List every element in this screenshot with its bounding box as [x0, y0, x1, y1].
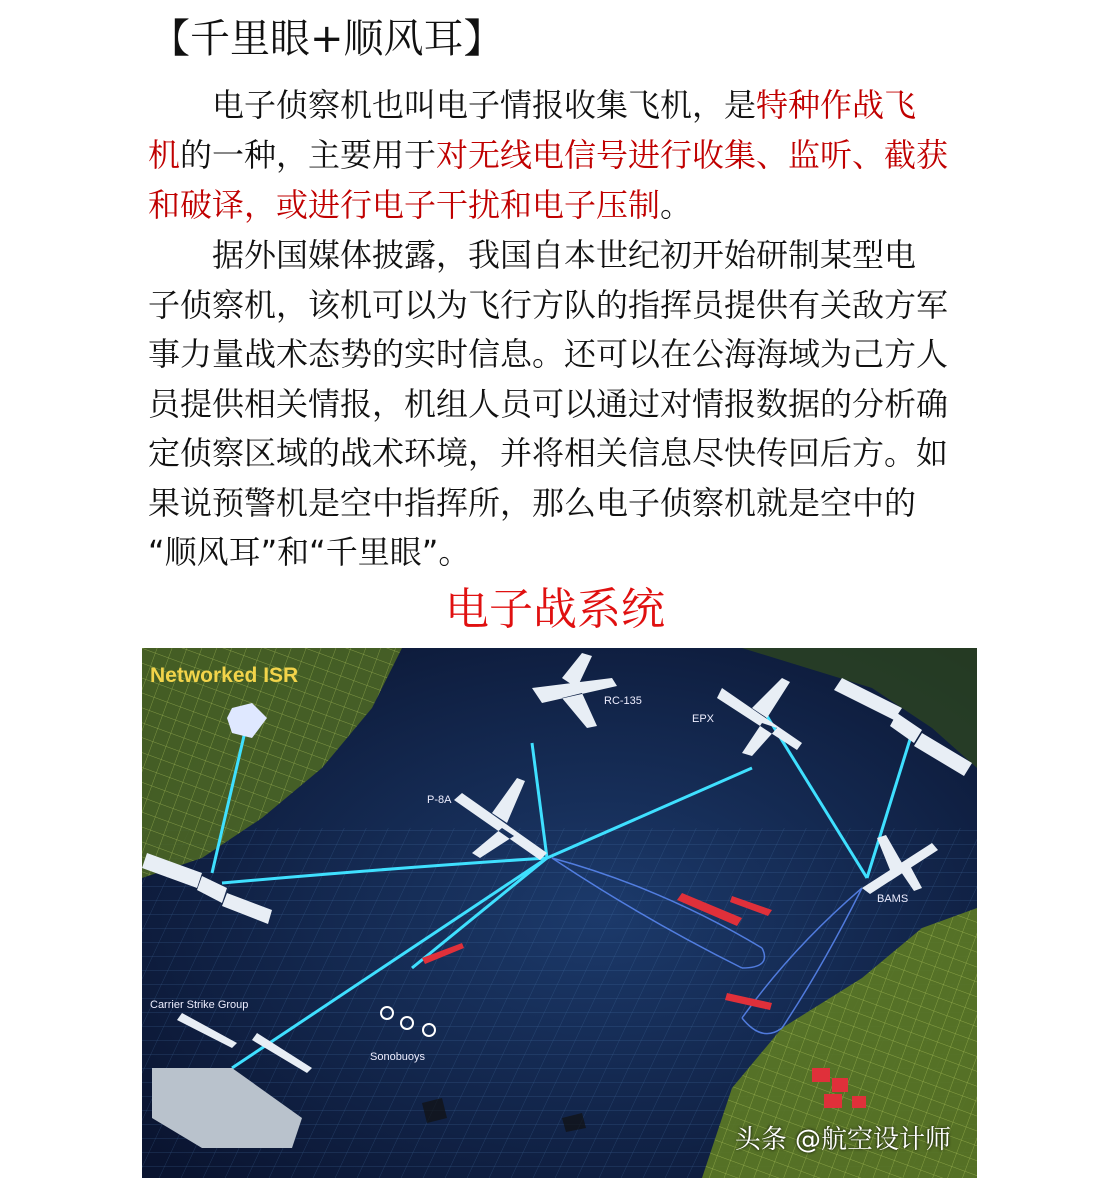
paragraph-line [148, 80, 978, 130]
figure-header: Networked ISR [150, 664, 299, 687]
illustration-svg [142, 648, 977, 1178]
highlighted-text: 特种作战飞 [756, 86, 917, 124]
watermark: 头条 @航空设计师 [734, 1125, 951, 1155]
paragraph-line [148, 180, 978, 230]
paragraph-line [148, 130, 978, 180]
electronic-warfare-illustration [142, 648, 977, 1178]
label-carrier: Carrier Strike Group [150, 999, 249, 1011]
label-sonobuoys: Sonobuoys [370, 1051, 426, 1063]
text-segment: 。 [660, 186, 693, 224]
figure-title: 电子战系统 [445, 584, 665, 635]
paragraph-line: 事力量战术态势的实时信息。还可以在公海海域为己方人 [148, 335, 949, 373]
label-epx: EPX [692, 713, 715, 725]
label-bams: BAMS [877, 893, 909, 905]
paragraph-line: 员提供相关情报，机组人员可以通过对情报数据的分析确 [148, 384, 949, 423]
highlighted-text: 机 [148, 136, 181, 174]
paragraph-line: 定侦察区域的战术环境，并将相关信息尽快传回后方。如 [148, 434, 949, 472]
paragraph-line: 果说预警机是空中指挥所，那么电子侦察机就是空中的 [148, 483, 917, 522]
highlighted-text: 对无线电信号进行收集、监听、截获 [436, 136, 949, 174]
paragraph-line: 据外国媒体披露，我国自本世纪初开始研制某型电 [148, 236, 917, 274]
heading: 【千里眼+顺风耳】 [150, 16, 504, 62]
highlighted-text: 或进行电子干扰和电子压制 [276, 186, 661, 224]
highlighted-text: 和破译， [148, 186, 277, 224]
paragraph-line: “顺风耳”和“千里眼”。 [148, 533, 471, 571]
text-segment: 的一种，主要用于 [180, 136, 437, 174]
paragraph-line: 子侦察机，该机可以为飞行方队的指挥员提供有关敌方军 [148, 285, 949, 324]
text-segment: 电子侦察机也叫电子情报收集飞机，是 [148, 86, 757, 124]
label-rc135: RC-135 [604, 695, 642, 707]
label-p8a: P-8A [427, 794, 452, 806]
